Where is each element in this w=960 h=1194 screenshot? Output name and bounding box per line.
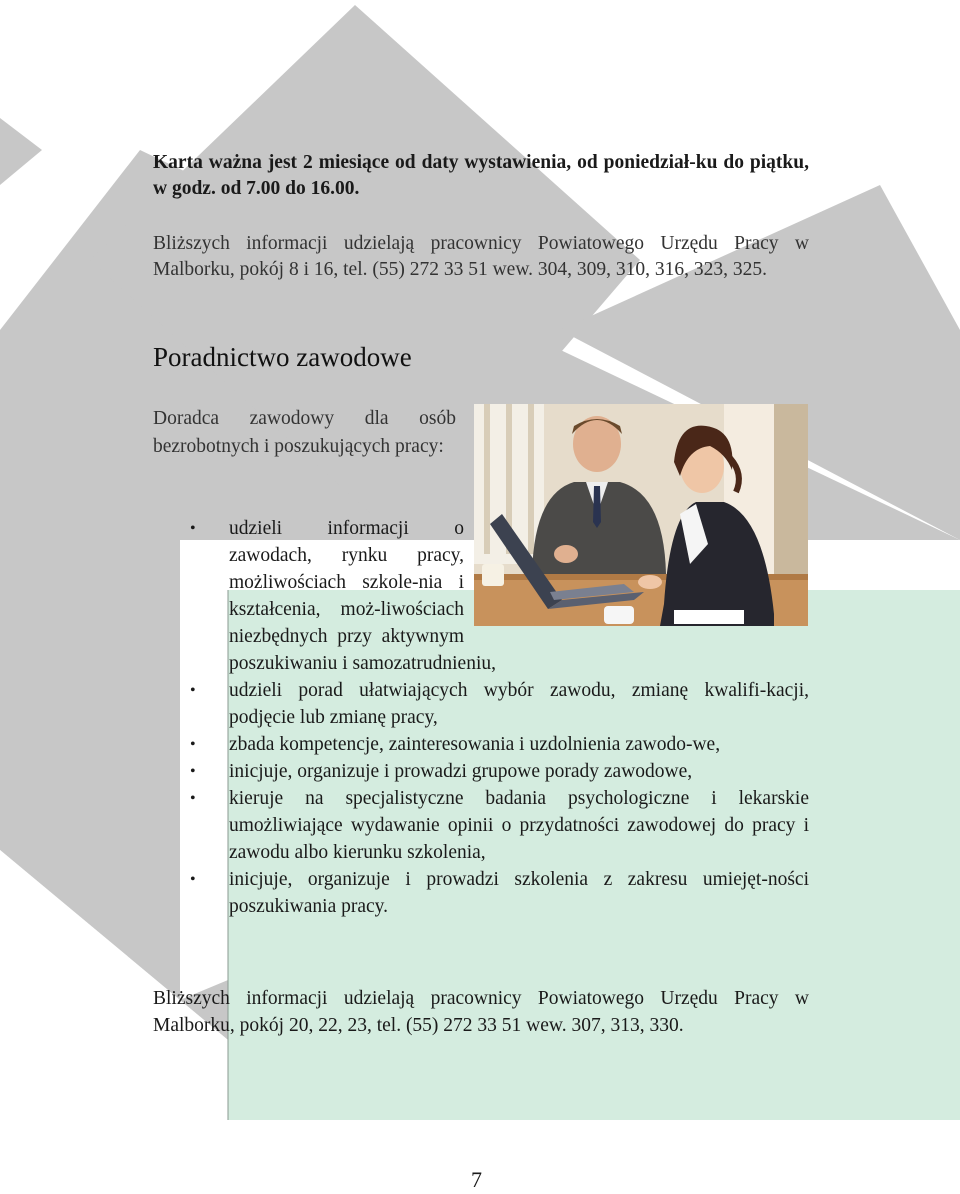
list-item bbox=[190, 758, 809, 785]
section-heading: Poradnictwo zawodowe bbox=[153, 342, 412, 372]
duty-text: inicjuje, organizuje i prowadzi grupowe porady zawodowe, bbox=[229, 761, 693, 782]
duty-text: kieruje na specjalistyczne badania psychologiczne i lekarskie umożliwiające wydawanie opinii o przydatności zawodowej do pracy i zawodu albo kierunku szkolenia, bbox=[229, 788, 809, 863]
bullet-icon: • bbox=[190, 790, 196, 807]
bullet-icon: • bbox=[190, 520, 196, 537]
bullet-icon: • bbox=[190, 871, 196, 888]
list-item bbox=[190, 866, 809, 920]
advisor-duties-list bbox=[190, 515, 809, 920]
bullet-icon: • bbox=[190, 736, 196, 753]
contact-info-paragraph-1: Bliższych informacji udzielają pracownicy Powiatowego Urzędu Pracy w Malborku, pokój 8 i 16, tel. (55) 272 33 51 wew. 304, 309, 310, 316, 323, 325. bbox=[153, 233, 809, 280]
list-item bbox=[190, 731, 809, 758]
contact-info-paragraph-2: Bliższych informacji udzielają pracownicy Powiatowego Urzędu Pracy w Malborku, pokój 20, 22, 23, tel. (55) 272 33 51 wew. 307, 313, 330. bbox=[153, 988, 809, 1036]
duty-text: inicjuje, organizuje i prowadzi szkolenia z zakresu umiejęt-ności poszukiwania pracy. bbox=[229, 869, 809, 917]
duty-text: udzieli porad ułatwiających wybór zawodu, zmianę kwalifi-kacji, podjęcie lub zmianę pracy, bbox=[229, 680, 809, 728]
bullet-icon: • bbox=[190, 763, 196, 780]
card-validity-notice: Karta ważna jest 2 miesiące od daty wystawienia, od poniedział-ku do piątku, w godz. od 7.00 do 16.00. bbox=[153, 152, 809, 199]
bullet-icon: • bbox=[190, 682, 196, 699]
page-number: 7 bbox=[471, 1167, 482, 1192]
duty-text: udzieli informacji o zawodach, rynku pracy, możliwościach szkole-nia i kształcenia, moż-liwościach niezbędnych przy aktywnym poszukiwaniu i samozatrudnieniu, bbox=[229, 518, 496, 674]
advisor-intro: Doradca zawodowy dla osób bezrobotnych i poszukujących pracy: bbox=[153, 408, 456, 457]
list-item bbox=[190, 785, 809, 866]
list-item bbox=[190, 515, 809, 677]
duty-text: zbada kompetencje, zainteresowania i uzdolnienia zawodo-we, bbox=[229, 734, 721, 755]
list-item bbox=[190, 677, 809, 731]
